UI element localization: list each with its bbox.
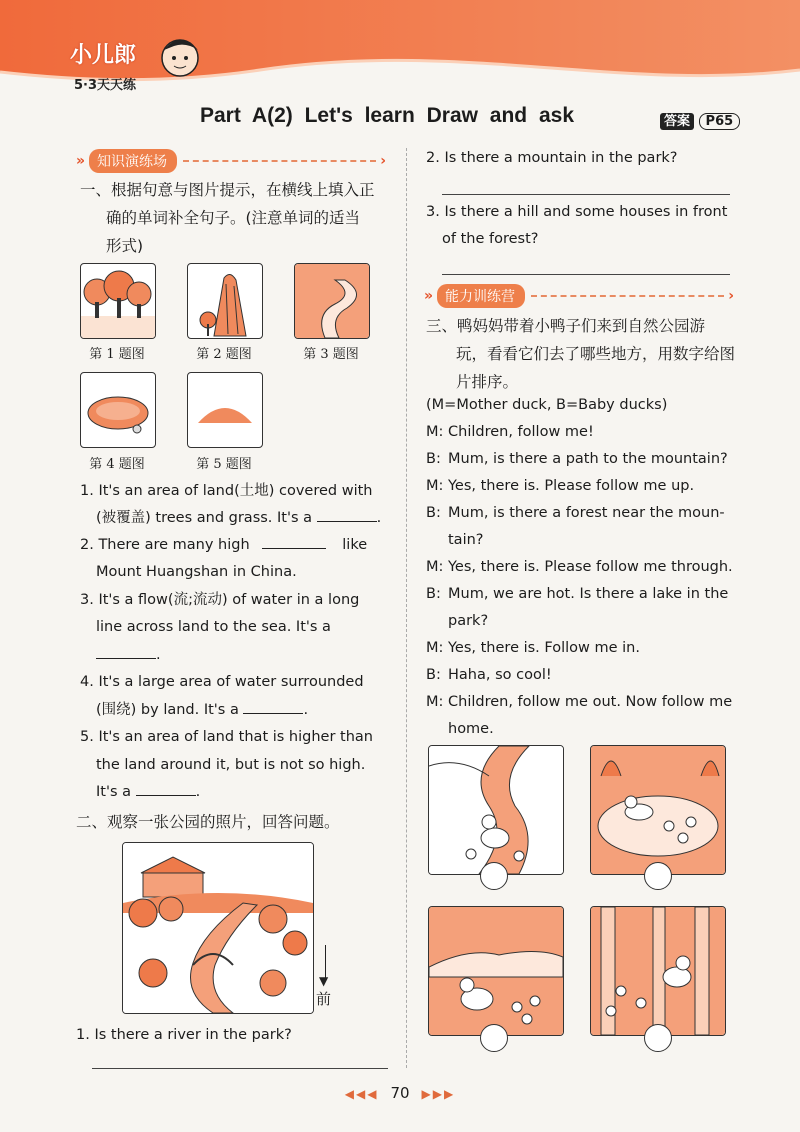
question-2: 2. Is there a mountain in the park? bbox=[426, 150, 678, 166]
sentence-2-text: 2. There are many high bbox=[80, 537, 250, 553]
q3-instruction-line2: 玩，看看它们去了哪些地方，用数字给图 bbox=[456, 345, 736, 363]
picture-river bbox=[294, 263, 370, 339]
sentence-2-line1 bbox=[80, 532, 390, 559]
sentence-3-end: . bbox=[156, 647, 161, 663]
picture-lake bbox=[80, 372, 156, 448]
sentence-4-text: (围绕) by land. It's a bbox=[96, 702, 239, 718]
order-answer-circle-1[interactable] bbox=[480, 862, 508, 890]
answer-line-3[interactable] bbox=[442, 274, 730, 275]
photo-front-label: 前 bbox=[316, 990, 332, 1008]
answer-line-1[interactable] bbox=[92, 1068, 388, 1069]
duck-picture-mountain bbox=[428, 906, 564, 1036]
section-title: 知识演练场 bbox=[89, 149, 177, 173]
q3-instruction-line3: 片排序。 bbox=[456, 373, 519, 391]
question-3-line1: 3. Is there a hill and some houses in front bbox=[426, 204, 728, 220]
dialog-line: M: Yes, there is. Follow me in. bbox=[426, 640, 640, 656]
dashed-rule bbox=[531, 295, 724, 297]
dialog bbox=[426, 419, 736, 743]
order-answer-circle-2[interactable] bbox=[644, 862, 672, 890]
section-title: 能力训练营 bbox=[437, 284, 525, 308]
sentence-5-line3 bbox=[96, 779, 200, 806]
chevron-icon: » bbox=[424, 288, 434, 304]
sentence-1-line1: 1. It's an area of land(土地) covered with bbox=[80, 483, 373, 499]
sentence-5-line2: the land around it, but is not so high. bbox=[96, 757, 366, 773]
sentence-1-text: (被覆盖) trees and grass. It's a bbox=[96, 510, 313, 526]
dialog-line: B: Mum, is there a path to the mountain? bbox=[426, 451, 728, 467]
sentence-2-text2: like bbox=[342, 537, 368, 553]
answer-blank-2[interactable] bbox=[262, 548, 326, 549]
sentence-2-line2: Mount Huangshan in China. bbox=[96, 564, 297, 580]
caption-4: 第 4 题图 bbox=[89, 457, 145, 472]
sentence-5-line1: 5. It's an area of land that is higher than bbox=[80, 729, 373, 745]
answer-blank-1[interactable] bbox=[317, 521, 377, 522]
section-label-ability bbox=[424, 285, 734, 307]
order-answer-circle-4[interactable] bbox=[644, 1024, 672, 1052]
order-answer-circle-3[interactable] bbox=[480, 1024, 508, 1052]
left-arrows-icon: ◀◀◀ bbox=[344, 1087, 379, 1101]
q1-instruction-line3: 形式) bbox=[106, 237, 144, 255]
dialog-line: B: Mum, we are hot. Is there a lake in the bbox=[426, 586, 729, 602]
dialog-legend: (M=Mother duck, B=Baby ducks) bbox=[426, 397, 668, 413]
dialog-line: B: Mum, is there a forest near the moun- bbox=[426, 505, 725, 521]
right-arrows-icon: ▶▶▶ bbox=[421, 1087, 456, 1101]
dialog-line: park? bbox=[448, 613, 489, 629]
brand-subtitle: 5·3天天练 bbox=[74, 78, 137, 93]
dialog-line: B: Haha, so cool! bbox=[426, 667, 552, 683]
dialog-line: tain? bbox=[448, 532, 484, 548]
sentence-3-line3 bbox=[96, 642, 161, 669]
page-title: Part A(2) Let's learn Draw and ask bbox=[200, 104, 574, 127]
sentence-1-end: . bbox=[376, 510, 382, 526]
q3-instruction-line1: 三、鸭妈妈带着小鸭子们来到自然公园游 bbox=[426, 317, 706, 335]
duck-picture-path bbox=[428, 745, 564, 875]
q1-instruction-line1: 一、根据句意与图片提示，在横线上填入正 bbox=[80, 181, 375, 199]
duck-picture-lake bbox=[590, 745, 726, 875]
page-number: 70 bbox=[390, 1084, 410, 1102]
picture-hill bbox=[187, 372, 263, 448]
q2-instruction: 二、观察一张公园的照片，回答问题。 bbox=[76, 813, 340, 831]
answer-label: 答案 bbox=[660, 113, 694, 130]
sentence-4-end: . bbox=[303, 702, 309, 718]
dialog-line: home. bbox=[448, 721, 494, 737]
caption-1: 第 1 题图 bbox=[89, 347, 145, 362]
section-label-practice bbox=[76, 150, 386, 172]
dialog-line: M: Children, follow me! bbox=[426, 424, 594, 440]
dialog-line: M: Children, follow me out. Now follow me bbox=[426, 694, 733, 710]
sentence-5-end: . bbox=[195, 784, 201, 800]
picture-mountain bbox=[187, 263, 263, 339]
answer-blank-4[interactable] bbox=[243, 713, 303, 714]
arrow-right-icon: › bbox=[728, 288, 734, 304]
chevron-icon: » bbox=[76, 153, 86, 169]
sentence-4-line2 bbox=[96, 697, 308, 724]
dialog-line: M: Yes, there is. Please follow me up. bbox=[426, 478, 695, 494]
park-photo bbox=[122, 842, 314, 1014]
duck-picture-forest bbox=[590, 906, 726, 1036]
caption-3: 第 3 题图 bbox=[303, 347, 359, 362]
sentence-5-text: It's a bbox=[96, 784, 131, 800]
sentence-4-line1: 4. It's a large area of water surrounded bbox=[80, 674, 364, 690]
column-divider bbox=[406, 148, 407, 1068]
question-3-line2: of the forest? bbox=[442, 231, 539, 247]
sentence-1-line2 bbox=[96, 505, 381, 532]
picture-forest bbox=[80, 263, 156, 339]
answer-blank-5[interactable] bbox=[136, 795, 196, 796]
question-1: 1. Is there a river in the park? bbox=[76, 1027, 292, 1043]
answer-reference bbox=[660, 110, 740, 129]
arrow-down-icon: ▼ bbox=[319, 974, 329, 988]
answer-page: P65 bbox=[699, 113, 741, 130]
arrow-right-icon: › bbox=[380, 153, 386, 169]
q1-instruction-line2: 确的单词补全句子。(注意单词的适当 bbox=[106, 209, 361, 227]
sentence-3-line1: 3. It's a flow(流;流动) of water in a long bbox=[80, 592, 360, 608]
caption-2: 第 2 题图 bbox=[196, 347, 252, 362]
answer-line-2[interactable] bbox=[442, 194, 730, 195]
dialog-line: M: Yes, there is. Please follow me through. bbox=[426, 559, 733, 575]
sentence-3-line2: line across land to the sea. It's a bbox=[96, 619, 331, 635]
caption-5: 第 5 题图 bbox=[196, 457, 252, 472]
dashed-rule bbox=[183, 160, 376, 162]
page-number-bar bbox=[0, 1084, 800, 1102]
answer-blank-3[interactable] bbox=[96, 658, 156, 659]
brand-logo: 小儿郎 bbox=[70, 43, 137, 68]
